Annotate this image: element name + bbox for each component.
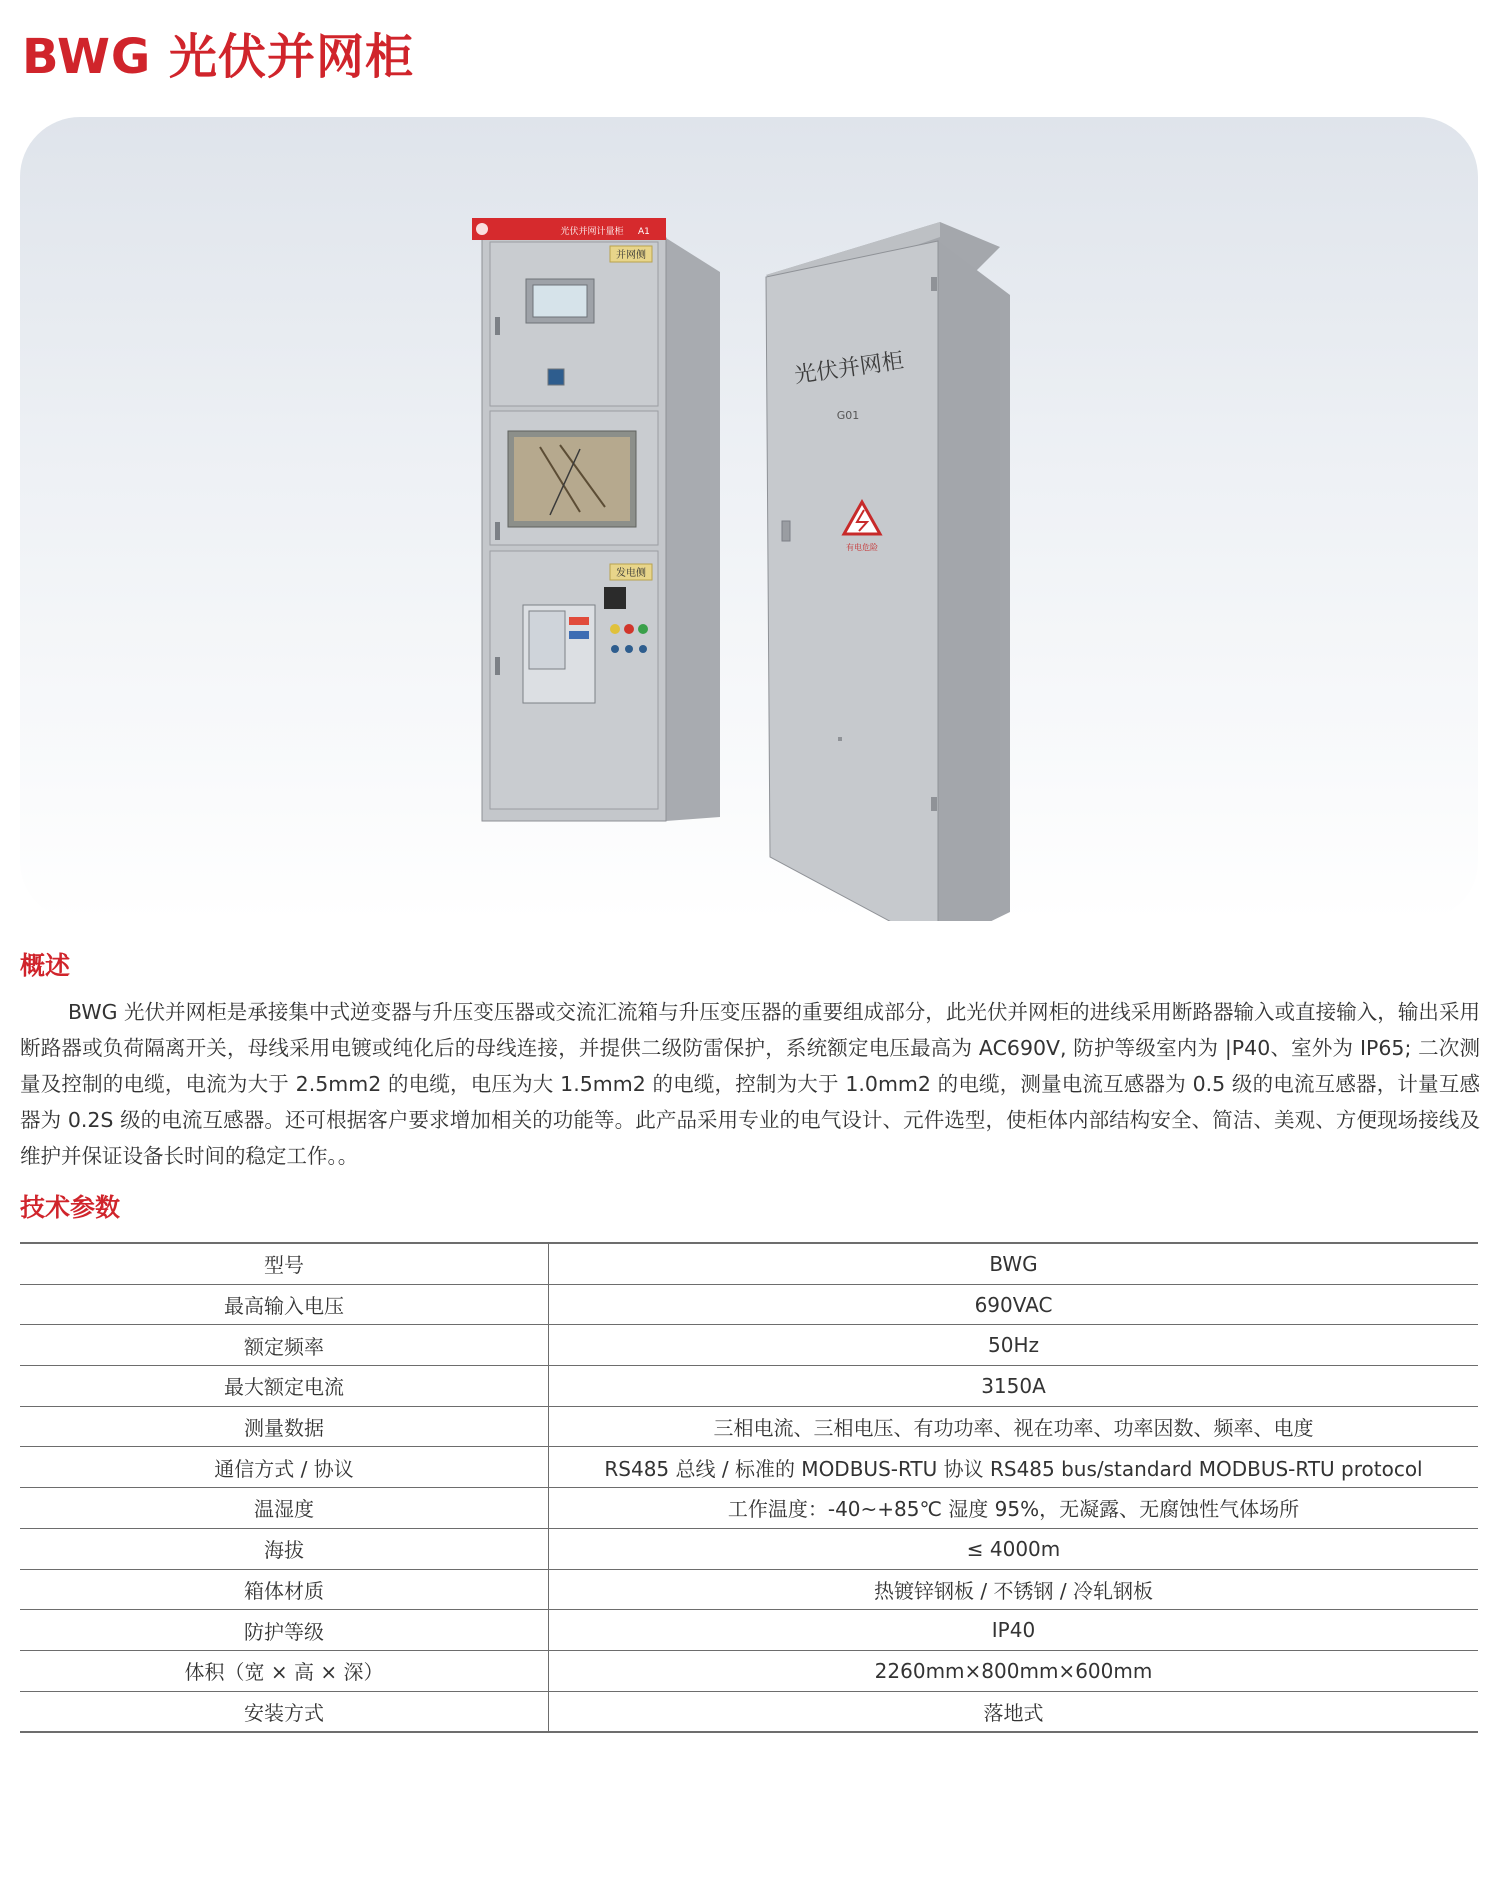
param-name: 安装方式 — [20, 1691, 549, 1732]
param-name: 体积（宽 × 高 × 深） — [20, 1650, 549, 1691]
param-name: 测量数据 — [20, 1406, 549, 1447]
cabinet-right — [766, 222, 1010, 921]
label-generation-side: 发电侧 — [616, 568, 646, 579]
param-name: 型号 — [20, 1243, 549, 1284]
overview-text: BWG 光伏并网柜是承接集中式逆变器与升压变压器或交流汇流箱与升压变压器的重要组成部分，此光伏并网柜的进线采用断路器输入或直接输入，输出采用断路器或负荷隔离开关，母线采用电镀或纯化后的母线连接，并提供二级防雷保护，系统额定电压最高为 AC690V, 防护等级室内为 |P40、室外为 IP65; 二次测量及控制的电缆，电流为大于 2.5mm2 的电缆，电压为大 1.5mm2 的电缆，控制为大于 1.0mm2 的电缆，测量电流互感器为 0.5 级的电流互感器，计量互感器为 0.2S 级的电流互感器。还可根据客户要求增加相关的功能等。此产品采用专业的电气设计、元件选型，使柜体内部结构安全、简洁、美观、方便现场接线及维护并保证设备长时间的稳定工作。。 — [20, 1000, 1480, 1168]
overview-heading: 概述 — [20, 951, 71, 980]
table-row — [20, 1610, 1478, 1651]
param-name: 最高输入电压 — [20, 1284, 549, 1325]
param-name: 最大额定电流 — [20, 1366, 549, 1407]
table-row — [20, 1569, 1478, 1610]
table-row — [20, 1406, 1478, 1447]
param-value: 三相电流、三相电压、有功功率、视在功率、功率因数、频率、电度 — [549, 1406, 1479, 1447]
cabinet-left — [472, 218, 720, 821]
param-value: 690VAC — [549, 1284, 1479, 1325]
param-name: 海拔 — [20, 1528, 549, 1569]
page-title: BWG 光伏并网柜 — [22, 29, 415, 85]
table-row — [20, 1284, 1478, 1325]
table-row — [20, 1528, 1478, 1569]
table-row — [20, 1488, 1478, 1529]
param-name: 箱体材质 — [20, 1569, 549, 1610]
product-photo-panel — [20, 117, 1478, 921]
param-value: 热镀锌钢板 / 不锈钢 / 冷轧钢板 — [549, 1569, 1479, 1610]
table-row — [20, 1366, 1478, 1407]
cabinet-right-name-plate: 光伏并网柜 — [792, 348, 906, 389]
brand-logo-icon — [476, 223, 488, 235]
param-value: ≤ 4000m — [549, 1528, 1479, 1569]
param-value: 3150A — [549, 1366, 1479, 1407]
param-name: 温湿度 — [20, 1488, 549, 1529]
table-row — [20, 1691, 1478, 1732]
param-value: 工作温度：-40~+85℃ 湿度 95%，无凝露、无腐蚀性气体场所 — [549, 1488, 1479, 1529]
table-row — [20, 1325, 1478, 1366]
table-row — [20, 1650, 1478, 1691]
cabinet-left-top-label: 光伏并网计量柜 — [560, 227, 624, 237]
param-name: 防护等级 — [20, 1610, 549, 1651]
spec-table — [20, 1242, 1478, 1733]
product-photo — [20, 117, 1478, 921]
param-name: 额定频率 — [20, 1325, 549, 1366]
table-row — [20, 1243, 1478, 1284]
table-row — [20, 1447, 1478, 1488]
label-grid-side: 并网侧 — [616, 250, 646, 261]
specs-heading: 技术参数 — [20, 1193, 121, 1222]
indicator-button-icon — [548, 369, 564, 385]
param-value: IP40 — [549, 1610, 1479, 1651]
cabinet-left-top-tag: A1 — [638, 227, 650, 237]
param-value: 落地式 — [549, 1691, 1479, 1732]
cabinet-right-code: G01 — [836, 409, 860, 422]
param-value: RS485 总线 / 标准的 MODBUS-RTU 协议 RS485 bus/standard MODBUS-RTU protocol — [549, 1447, 1479, 1488]
param-value: 50Hz — [549, 1325, 1479, 1366]
param-value: BWG — [549, 1243, 1479, 1284]
cabinet-right-warning: 有电危险 — [846, 543, 878, 552]
param-value: 2260mm×800mm×600mm — [549, 1650, 1479, 1691]
param-name: 通信方式 / 协议 — [20, 1447, 549, 1488]
